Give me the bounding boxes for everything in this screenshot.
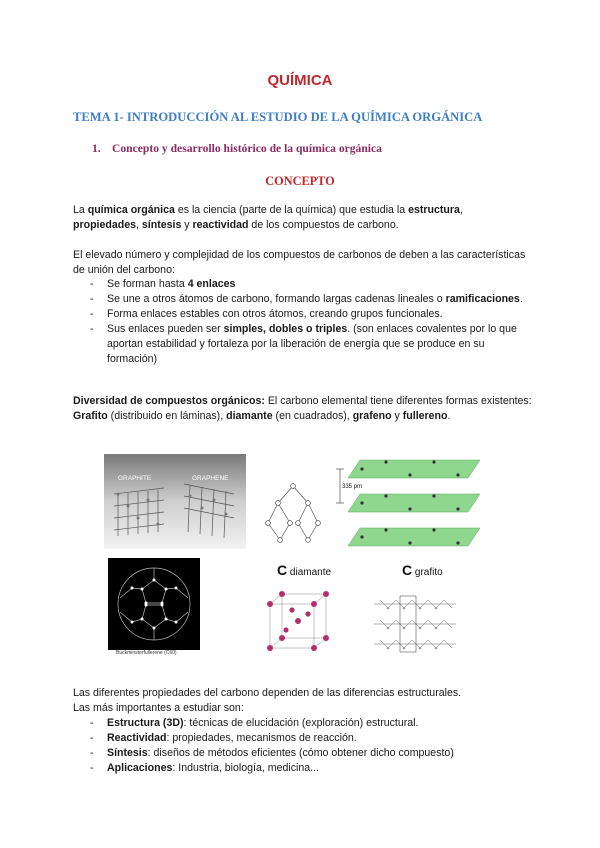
term-estructura-3d: Estructura (3D) bbox=[107, 717, 184, 729]
section-heading-concepto: CONCEPTO bbox=[265, 174, 335, 188]
subsection-title: Concepto y desarrollo histórico de la química orgánica bbox=[112, 142, 382, 155]
term-propiedades: propiedades bbox=[73, 219, 136, 231]
importantes-paragraph: Las más importantes a estudiar son: bbox=[73, 702, 244, 714]
union-paragraph: El elevado número y complejidad de los compuestos de carbonos de deben a las características de unión del carbono: bbox=[73, 249, 526, 276]
text-run: Se une a otros átomos de carbono, formando largas cadenas lineales o bbox=[107, 293, 446, 305]
text-run: La bbox=[73, 204, 88, 216]
propiedades-paragraph: Las diferentes propiedades del carbono dependen de las diferencias estructurales. bbox=[73, 687, 462, 699]
fullerene-image bbox=[108, 558, 200, 650]
graphite-word: grafito bbox=[414, 567, 443, 578]
term-fullereno: fullereno bbox=[402, 410, 448, 422]
graphite-layers-image bbox=[330, 448, 490, 556]
text-run: Sus enlaces pueden ser bbox=[107, 323, 224, 335]
term-sintesis-list: Síntesis bbox=[107, 747, 148, 759]
text-run: y bbox=[181, 219, 193, 231]
term-simples-dobles-triples: simples, dobles o triples bbox=[223, 323, 348, 335]
union-list bbox=[90, 277, 530, 367]
text-run: (distribuido en láminas), bbox=[107, 410, 227, 422]
text-run: y bbox=[391, 410, 403, 422]
graphite-unit-cell-image bbox=[370, 590, 460, 658]
term-reactividad-list: Reactividad bbox=[107, 732, 167, 744]
graphite-label: GRAPHITE bbox=[118, 475, 152, 482]
text-run: . bbox=[447, 410, 451, 422]
intro-paragraph bbox=[73, 203, 533, 233]
term-diversidad: Diversidad de compuestos orgánicos: bbox=[73, 395, 265, 407]
text-run: (en cuadrados), bbox=[272, 410, 353, 422]
tema-heading: TEMA 1- INTRODUCCIÓN AL ESTUDIO DE LA QUÍMICA ORGÁNICA bbox=[73, 110, 483, 124]
term-4-enlaces: 4 enlaces bbox=[187, 278, 236, 290]
text-run: : propiedades, mecanismos de reacción. bbox=[166, 732, 357, 744]
diamond-word: diamante bbox=[289, 567, 332, 578]
diamond-unit-cell-image bbox=[260, 588, 336, 658]
term-sintesis: síntesis bbox=[141, 219, 182, 231]
term-grafeno: grafeno bbox=[352, 410, 392, 422]
diamond-lattice-sketch bbox=[258, 478, 328, 548]
term-estructura: estructura bbox=[408, 204, 460, 216]
carbon-allotropes-figure bbox=[100, 448, 490, 658]
list-item bbox=[90, 277, 530, 292]
text-run: es la ciencia (parte de la química) que estudia la bbox=[174, 204, 409, 216]
list-item bbox=[90, 746, 530, 761]
term-diamante: diamante bbox=[226, 410, 273, 422]
text-run: El carbono elemental tiene diferentes formas existentes: bbox=[264, 395, 532, 407]
list-item bbox=[90, 292, 530, 307]
page-title: QUÍMICA bbox=[267, 72, 333, 89]
list-item bbox=[90, 731, 530, 746]
graphene-label: GRAPHENE bbox=[192, 475, 229, 482]
text-run: Se forman hasta bbox=[107, 278, 188, 290]
term-reactividad: reactividad bbox=[192, 219, 249, 231]
diversidad-paragraph bbox=[73, 394, 533, 424]
text-run: : Industria, biología, medicina... bbox=[172, 762, 319, 774]
text-run: , bbox=[459, 204, 463, 216]
text-run: , bbox=[136, 219, 142, 231]
list-item bbox=[90, 322, 530, 367]
graphite-symbol: C bbox=[402, 562, 413, 578]
term-aplicaciones: Aplicaciones bbox=[107, 762, 173, 774]
graphite-graphene-image bbox=[104, 454, 246, 549]
text-run: . (son enlaces covalentes por lo que aportan estabilidad y fortaleza por la liberación de energía que se produce en su formación) bbox=[107, 323, 517, 365]
text-run: : diseños de métodos eficientes (cómo obtener dicho compuesto) bbox=[147, 747, 454, 759]
graphite-caption bbox=[402, 562, 443, 578]
list-item bbox=[90, 761, 530, 776]
text-run: . bbox=[519, 293, 523, 305]
text-run: : técnicas de elucidación (exploración) estructural. bbox=[183, 717, 419, 729]
term-ramificaciones: ramificaciones bbox=[445, 293, 520, 305]
text-run: de los compuestos de carbono. bbox=[248, 219, 399, 231]
diamond-symbol: C bbox=[277, 562, 288, 578]
term-quimica-organica: química orgánica bbox=[87, 204, 175, 216]
fullerene-caption: Buckminsterfullerene (C60) bbox=[116, 650, 177, 656]
spacing-label: 335 pm bbox=[342, 484, 363, 490]
subsection-number: 1. bbox=[92, 142, 101, 155]
subsection-heading bbox=[92, 142, 382, 155]
list-item: - Forma enlaces estables con otros átomos, creando grupos funcionales. bbox=[90, 307, 530, 322]
term-grafito: Grafito bbox=[73, 410, 108, 422]
diamond-caption bbox=[277, 562, 331, 578]
list-item bbox=[90, 716, 530, 731]
estudio-list bbox=[90, 716, 530, 776]
